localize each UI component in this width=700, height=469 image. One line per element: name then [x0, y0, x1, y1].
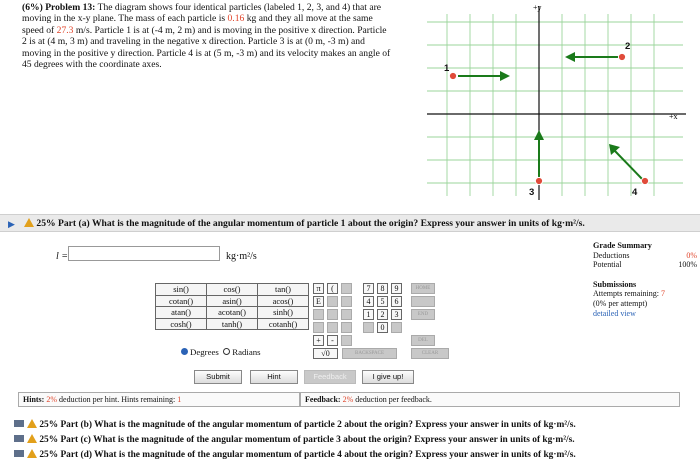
collapsed-icon: [14, 450, 24, 457]
part-b-row[interactable]: [14, 419, 700, 431]
detailed-view-link[interactable]: detailed view: [593, 308, 636, 318]
key-acotan[interactable]: acotan(): [207, 307, 258, 319]
problem-title: Problem 13:: [45, 2, 96, 13]
attempts-value: 7: [661, 289, 665, 299]
key-blank-4[interactable]: [313, 322, 324, 333]
problem-line-3b: m/s. Particle 1 is at (-4 m, 2 m) and is moving in the positive x direction. Particle: [73, 24, 387, 36]
key-atan[interactable]: atan(): [156, 307, 207, 319]
key-blank-5[interactable]: [327, 322, 338, 333]
part-d-label: Part (d): [60, 450, 92, 460]
deductions-label: Deductions: [593, 250, 630, 260]
per-attempt: (0% per attempt): [593, 298, 648, 308]
particle-4-label: 4: [632, 187, 638, 198]
warning-icon: [27, 434, 37, 443]
key-blank-1[interactable]: [313, 309, 324, 320]
key-tanh[interactable]: tanh(): [207, 318, 258, 330]
problem-line-5: moving in the positive y direction. Particle 4 is at (5 m, -3 m) and its velocity makes an angle of: [22, 47, 391, 59]
velocity-arrows: [458, 52, 644, 181]
part-d-row[interactable]: [14, 449, 700, 461]
hints-percent: 2%: [46, 395, 58, 404]
particle-2-label: 2: [625, 41, 631, 52]
part-d-question: What is the magnitude of the angular momentum of particle 4 about the origin? Express your answer in units of kg·m²/s.: [94, 450, 576, 460]
key-7[interactable]: 7: [363, 283, 374, 294]
keypad: [155, 283, 459, 359]
key-e[interactable]: E: [313, 296, 324, 307]
key-end[interactable]: END: [411, 309, 435, 320]
particle-3-label: 3: [529, 187, 535, 198]
feedback-label: Feedback:: [305, 395, 341, 404]
part-a-label: Part (a): [58, 218, 90, 229]
problem-weight: (6%): [22, 2, 43, 13]
part-c-row[interactable]: [14, 434, 700, 446]
part-c-question: What is the magnitude of the angular momentum of particle 3 about the origin? Express your answer in units of kg·m²/s.: [93, 435, 575, 445]
give-up-button[interactable]: I give up!: [362, 370, 414, 384]
potential-label: Potential: [593, 260, 622, 270]
key-sin[interactable]: sin(): [156, 284, 207, 296]
key-6[interactable]: 6: [391, 296, 402, 307]
hints-label: Hints:: [23, 395, 45, 404]
x-axis-label: +x: [669, 112, 678, 121]
key-0[interactable]: 0: [377, 322, 388, 333]
warning-icon: [27, 449, 37, 458]
answer-label: l =: [56, 251, 69, 262]
problem-line-1: The diagram shows four identical particles (labeled 1, 2, 3, and 4) that are: [97, 2, 382, 13]
key-lparen[interactable]: (: [327, 283, 338, 294]
particle-1-label: 1: [444, 63, 450, 74]
key-del[interactable]: DEL: [411, 335, 435, 346]
key-4[interactable]: 4: [363, 296, 374, 307]
key-plus[interactable]: +: [313, 335, 324, 346]
function-table: [155, 283, 309, 330]
problem-line-6: 45 degrees with the coordinate axes.: [22, 59, 162, 71]
key-blank-2[interactable]: [327, 309, 338, 320]
grade-summary-title: Grade Summary: [593, 241, 652, 250]
key-home[interactable]: HOME: [411, 283, 435, 294]
part-a-percent: 25%: [36, 218, 56, 229]
key-cotanh[interactable]: cotanh(): [258, 318, 309, 330]
key-backspace[interactable]: BACKSPACE: [342, 348, 397, 359]
hint-button[interactable]: Hint: [250, 370, 298, 384]
key-decimal[interactable]: [391, 322, 402, 333]
problem-line-2a: moving in the x-y plane. The mass of each particle is: [22, 13, 228, 25]
feedback-text: deduction per feedback.: [355, 395, 432, 404]
key-5[interactable]: 5: [377, 296, 388, 307]
collapsed-icon: [14, 435, 24, 442]
problem-line-2b: kg and they all move at the same: [244, 13, 373, 25]
problem-line-3a: speed of: [22, 24, 57, 36]
key-minus[interactable]: -: [327, 335, 338, 346]
radians-label: Radians: [232, 347, 261, 357]
grid: [427, 14, 683, 196]
submit-button[interactable]: Submit: [194, 370, 242, 384]
radians-radio[interactable]: [223, 348, 230, 355]
key-exp[interactable]: [341, 296, 352, 307]
part-a-question: [24, 218, 585, 229]
degrees-radio[interactable]: [181, 348, 188, 355]
key-sinh[interactable]: sinh(): [258, 307, 309, 319]
hints-text: deduction per hint. Hints remaining:: [59, 395, 176, 404]
answer-input[interactable]: [68, 246, 220, 261]
warning-icon: [27, 419, 37, 428]
particle-2-dot: [618, 53, 625, 60]
part-b-percent: 25%: [39, 420, 59, 430]
key-clear[interactable]: CLEAR: [411, 348, 449, 359]
speed-value: 27.3: [56, 24, 74, 36]
key-cotan[interactable]: cotan(): [156, 295, 207, 307]
warning-icon: [24, 218, 34, 227]
attempts-label: Attempts remaining:: [593, 289, 659, 299]
key-blank-6[interactable]: [341, 322, 352, 333]
part-a-text: What is the magnitude of the angular momentum of particle 1 about the origin? Express your answer in units of kg·m²/s.: [91, 218, 585, 229]
key-tan[interactable]: tan(): [258, 284, 309, 296]
hints-remaining: 1: [177, 395, 182, 404]
key-cos[interactable]: cos(): [207, 284, 258, 296]
particle-1-dot: [449, 72, 456, 79]
key-rparen[interactable]: [341, 283, 352, 294]
angle-mode: [181, 347, 261, 357]
part-d-percent: 25%: [39, 450, 59, 460]
mass-value: 0.16: [227, 13, 245, 25]
deductions-value: 0%: [686, 250, 697, 260]
key-9[interactable]: 9: [391, 283, 402, 294]
part-c-percent: 25%: [39, 435, 59, 445]
key-blank-7[interactable]: [363, 322, 374, 333]
key-1[interactable]: 1: [363, 309, 374, 320]
key-sqrt[interactable]: √0: [313, 348, 338, 359]
key-blank-8[interactable]: [411, 296, 435, 307]
feedback-info: [300, 392, 680, 407]
expand-arrow-icon[interactable]: ▶: [8, 219, 15, 229]
key-2[interactable]: 2: [377, 309, 388, 320]
feedback-button[interactable]: Feedback: [304, 370, 356, 384]
key-cosh[interactable]: cosh(): [156, 318, 207, 330]
part-b-question: What is the magnitude of the angular momentum of particle 2 about the origin? Express your answer in units of kg·m²/s.: [94, 420, 576, 430]
degrees-label: Degrees: [190, 347, 219, 357]
submissions-title: Submissions: [593, 279, 637, 289]
particles: [449, 53, 648, 184]
key-asin[interactable]: asin(): [207, 295, 258, 307]
key-pi[interactable]: π: [313, 283, 324, 294]
particle-3-dot: [535, 177, 542, 184]
potential-value: 100%: [678, 260, 697, 270]
collapsed-icon: [14, 420, 24, 427]
part-c-label: Part (c): [60, 435, 91, 445]
particle-diagram: [418, 0, 700, 205]
feedback-percent: 2%: [342, 395, 354, 404]
key-blank-3[interactable]: [341, 309, 352, 320]
answer-units: kg·m²/s: [226, 251, 257, 262]
key-3[interactable]: 3: [391, 309, 402, 320]
y-axis-label: +y: [533, 3, 542, 12]
particle-4-dot: [641, 177, 648, 184]
key-multiply[interactable]: [341, 335, 352, 346]
key-acos[interactable]: acos(): [258, 295, 309, 307]
key-power[interactable]: [327, 296, 338, 307]
problem-statement: [22, 2, 418, 70]
key-8[interactable]: 8: [377, 283, 388, 294]
problem-line-4: 2 is at (4 m, 3 m) and traveling in the negative x direction. Particle 3 is at (0 m, -3 m) and: [22, 36, 365, 48]
grade-summary: [585, 241, 697, 318]
part-b-label: Part (b): [60, 420, 92, 430]
hints-info: [18, 392, 300, 407]
